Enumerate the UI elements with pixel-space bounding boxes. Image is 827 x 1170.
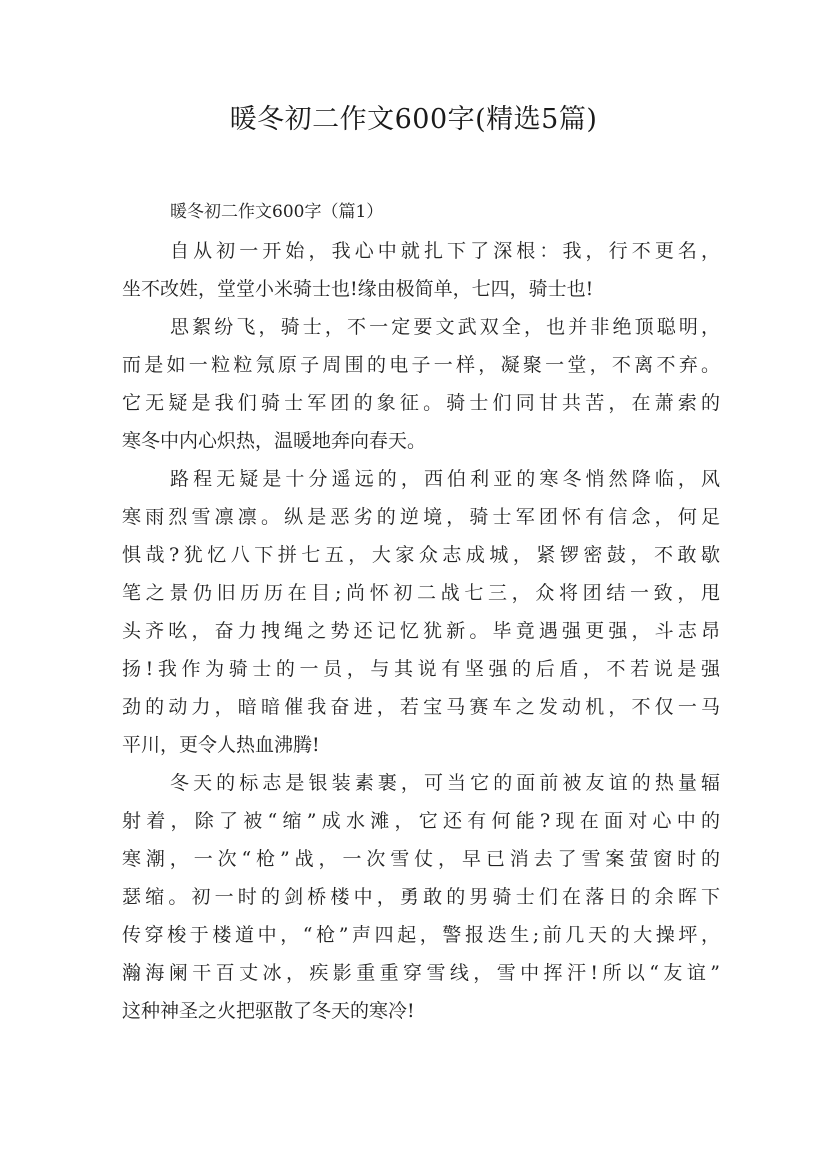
paragraph-line: 思絮纷飞，骑士，不一定要文武双全，也并非绝顶聪明， (170, 316, 720, 338)
paragraph-line: 而是如一粒粒氖原子周围的电子一样，凝聚一堂，不离不弃。 (122, 354, 720, 376)
paragraph-line: 寒雨烈雪凛凛。纵是恶劣的逆境，骑士军团怀有信念，何足 (122, 506, 720, 528)
paragraph-line: 路程无疑是十分遥远的，西伯利亚的寒冬悄然降临，风 (170, 468, 720, 490)
paragraph-line: 瑟缩。初一时的剑桥楼中，勇敢的男骑士们在落日的余晖下 (122, 886, 720, 908)
paragraph-line: 平川，更令人热血沸腾! (122, 734, 320, 756)
paragraph-line: 笔之景仍旧历历在目;尚怀初二战七三，众将团结一致，甩 (122, 582, 720, 604)
paragraph-line: 它无疑是我们骑士军团的象征。骑士们同甘共苦，在萧索的 (122, 392, 720, 414)
paragraph-line: 寒潮，一次“枪”战，一次雪仗，早已消去了雪案萤窗时的 (122, 848, 720, 870)
paragraph-line: 扬!我作为骑士的一员，与其说有坚强的后盾，不若说是强 (122, 658, 720, 680)
paragraph-line: 劲的动力，暗暗催我奋进，若宝马赛车之发动机，不仅一马 (122, 696, 720, 718)
paragraph-line: 传穿梭于楼道中，“枪”声四起，警报迭生;前几天的大操坪， (122, 924, 720, 946)
paragraph-line: 这种神圣之火把驱散了冬天的寒冷! (122, 1000, 415, 1022)
paragraph-line: 瀚海阑干百丈冰，疾影重重穿雪线，雪中挥汗!所以“友谊” (122, 962, 720, 984)
paragraph (122, 232, 720, 308)
paragraph (122, 308, 720, 460)
paragraph-line: 坐不改姓，堂堂小米骑士也!缘由极简单，七四，骑士也! (122, 278, 594, 300)
paragraph (122, 764, 720, 1030)
paragraph-line: 自从初一开始，我心中就扎下了深根：我，行不更名， (170, 240, 720, 262)
document-body (122, 194, 720, 1030)
paragraph-line: 射着，除了被“缩”成水滩，它还有何能?现在面对心中的 (122, 810, 720, 832)
section-heading: 暖冬初二作文600字（篇1） (170, 202, 384, 222)
paragraph-line: 头齐吆，奋力拽绳之势还记忆犹新。毕竟遇强更强，斗志昂 (122, 620, 720, 642)
paragraph-line: 冬天的标志是银装素裹，可当它的面前被友谊的热量辐 (170, 772, 720, 794)
paragraph (122, 460, 720, 764)
document-title: 暖冬初二作文600字(精选5篇) (229, 104, 598, 135)
paragraph-line: 寒冬中内心炽热，温暖地奔向春天。 (122, 430, 427, 452)
paragraph-list (122, 232, 720, 1030)
paragraph-line: 惧哉?犹忆八下拼七五，大家众志成城，紧锣密鼓，不敢歇 (122, 544, 720, 566)
